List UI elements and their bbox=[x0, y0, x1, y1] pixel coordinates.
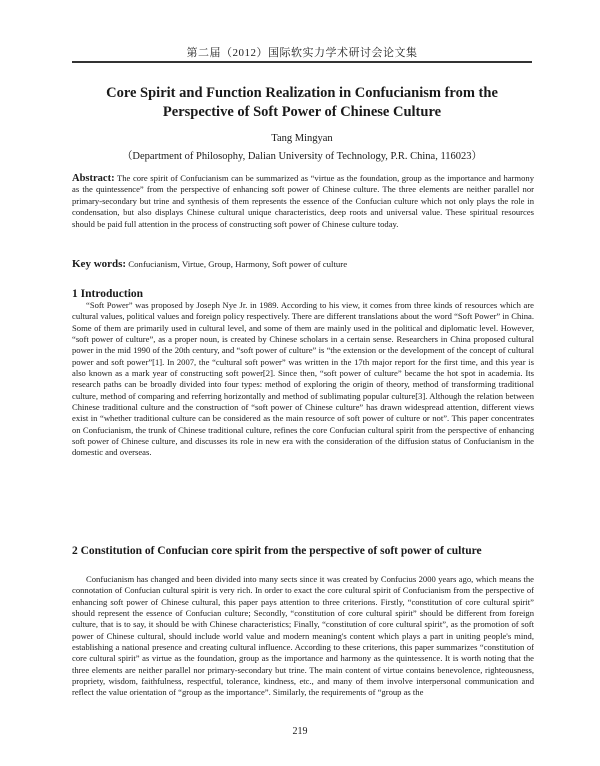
header-rule bbox=[72, 61, 532, 63]
author-name: Tang Mingyan bbox=[271, 133, 333, 144]
section-1-heading: 1 Introduction bbox=[72, 288, 144, 300]
section-1-body: “Soft Power” was proposed by Joseph Nye Jr. in 1989. According to his view, it comes from three kinds of resources which are cultural values, political values and foreign policy respectively. There are different translations about the word “Soft Power” in China. Some of them are primarily used in cultural level, and some of them are mainly used in the political and diplomatic level. However, “soft power of culture”, as a proper noun, is created by Chinese scholars in a certain sense. Researchers in China proposed cultural power in the mid 1990 of the 20th century, and “soft power of culture” is “the extension or the development of the concept of cultural power and soft power”[1]. In 2007, the “cultural soft power” was written in the 17th major report for the first time, and this year is also known as a mark year of constructing soft power[2]. Since then, “soft power of culture” became the hot spot in academia. Its research paths can be broadly divided into four types: method of exploring the origin of theory, method of transforming traditional culture, method of comparing and referring horizontally and method of sublimating popular culture[3]. Although the relation between Chinese traditional culture and the construction of “soft power of Chinese culture” has drawn widespread attention, different views exist in “whether traditional culture can be considered as the main resource of soft power of culture or not”. This paper concentrates on Confucianism, the trunk of Chinese traditional culture, refines the core Confucian cultural spirit from the perspective of enhancing soft power of Chinese culture, and discusses its role in new era with the consideration of the diffusion status of Confucianism in the domestic and overseas. bbox=[72, 300, 534, 458]
running-header: 第二届（2012）国际软实力学术研讨会论文集 bbox=[186, 47, 418, 59]
section-1 bbox=[72, 287, 534, 301]
keywords-text: Confucianism, Virtue, Group, Harmony, Soft power of culture bbox=[126, 259, 348, 269]
section-2-heading: 2 Constitution of Confucian core spirit from the perspective of soft power of culture bbox=[72, 545, 482, 557]
keywords bbox=[72, 258, 534, 270]
author-affiliation: （Department of Philosophy, Dalian University of Technology, P.R. China, 116023） bbox=[121, 151, 483, 162]
keywords-label: Key words: bbox=[72, 258, 127, 270]
abstract bbox=[72, 173, 534, 230]
paper-title: Core Spirit and Function Realization in Confucianism from the Perspective of Soft Power of Chinese Culture bbox=[106, 85, 498, 120]
page-number: 219 bbox=[292, 726, 308, 737]
section-2 bbox=[72, 544, 534, 558]
abstract-label: Abstract: bbox=[72, 173, 115, 184]
abstract-text: The core spirit of Confucianism can be summarized as “virtue as the foundation, group as the importance and harmony as the quintessence” from the perspective of enhancing soft power of Chinese culture. The three elements are neither parallel nor primary-secondary but trine and synthesis of them represents the essence of the Confucian culture which not only plays the role in condensation, but also displays Chinese cultural unique characteristics, deep roots and universal value. These spiritual resources should be paid full attention in the process of constructing soft power of Chinese culture today. bbox=[72, 173, 534, 229]
section-2-body: Confucianism has changed and been divided into many sects since it was created by Confucius 2000 years ago, which means the connotation of Confucian cultural spirit is very rich. In order to exact the core cultural spirit of Confucianism from the perspective of enhancing soft power of Chinese cultural, this paper pays attention to three criterions. Firstly, “constitution of core cultural spirit” should represent the essence of Confucian culture; Secondly, “constitution of core cultural spirit” should be different from foreign culture, that is to say, it should be with Chinese characteristics; Finally, “constitution of core cultural spirit”, as the promotion of soft power of Chinese cultural, should include world value and modern meaning's content which plays a part in uniting people's mind, establishing a national presence and creating cultural influence. According to these criterions, this paper summarizes “constitution of core cultural spirit” as virtue as the foundation, group as the importance and harmony as the quintessence. It is worth noting that the three elements are neither parallel nor primary-secondary but trine. The main content of virtue contains benevolence, righteousness, propriety, wisdom, faithfulness, respectful, tolerance, kindness, etc., and many of them involve interpersonal communication and reflect the value orientation of “group as the importance”. Similarly, the requirements of “group as the bbox=[72, 574, 534, 698]
